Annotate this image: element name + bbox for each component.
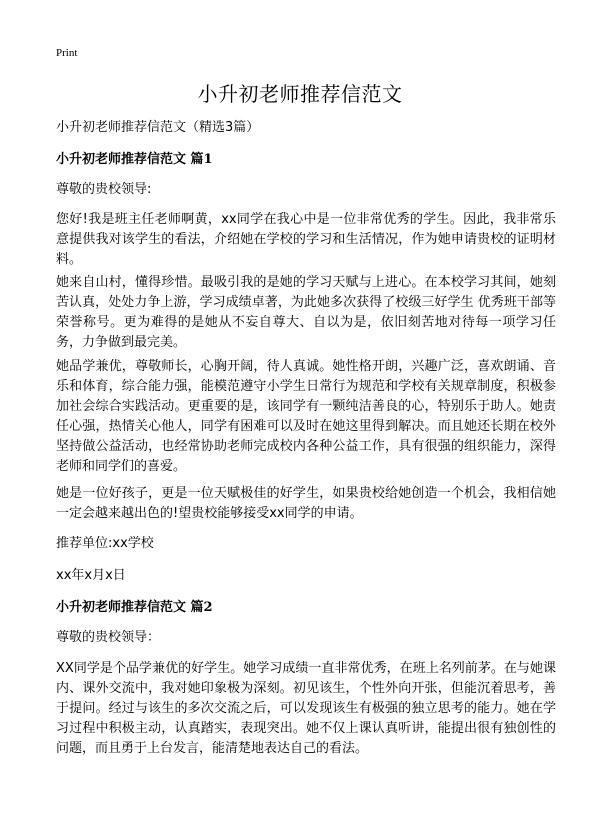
- print-link[interactable]: Print: [56, 47, 78, 59]
- article-2-greeting: 尊敬的贵校领导：: [56, 630, 161, 645]
- article-1-date: xx年x月x日: [56, 568, 126, 583]
- article-2-heading: 小升初老师推荐信范文 篇2: [56, 600, 213, 615]
- subtitle: 小升初老师推荐信范文（精选3篇）: [56, 120, 260, 135]
- article-1-paragraph-3: 她品学兼优，尊敬师长，心胸开阔，待人真诚。她性格开朗，兴趣广泛，喜欢朗诵、音乐和体育，综合能力强，能模范遵守小学生日常行为规范和学校有关规章制度，积极参加社会综合实践活动。更重要的是，该同学有一颗纯洁善良的心，特别乐于助人。她责任心强，热情关心他人，同学有困难可以及时在她这里得到解决。而且她还长期在校外坚持做公益活动，也经常协助老师完成校内各种公益工作，具有很强的组织能力，深得老师和同学们的喜爱。: [56, 359, 556, 474]
- article-1-greeting: 尊敬的贵校领导:: [56, 182, 152, 197]
- article-1-signature: 推荐单位:xx学校: [56, 536, 154, 551]
- article-1-paragraph-1: 您好!我是班主任老师啊黄，xx同学在我心中是一位非常优秀的学生。因此，我非常乐意提供我对该学生的看法，介绍她在学校的学习和生活情况，作为她申请贵校的证明材料。: [56, 212, 556, 267]
- article-2-paragraph-1: XX同学是个品学兼优的好学生。她学习成绩一直非常优秀，在班上名列前茅。在与她课内、课外交流中，我对她印象极为深刻。初见该生，个性外向开张，但能沉着思考，善于提问。经过与该生的多次交流之后，可以发现该生有极强的独立思考的能力。她在学习过程中积极主动，认真踏实，表现突出。她不仅上课认真听讲，能提出很有独创性的问题，而且勇于上台发言，能清楚地表达自己的看法。: [56, 661, 556, 756]
- article-1-paragraph-4: 她是一位好孩子，更是一位天赋极佳的好学生，如果贵校给她创造一个机会，我相信她一定会越来越出色的!望贵校能够接受xx同学的申请。: [56, 486, 556, 521]
- page-title: 小升初老师推荐信范文: [197, 82, 403, 106]
- article-1-heading: 小升初老师推荐信范文 篇1: [56, 152, 213, 167]
- article-1-paragraph-2: 她来自山村，懂得珍惜。最吸引我的是她的学习天赋与上进心。在本校学习其间，她刻苦认真，处处力争上游，学习成绩卓著，为此她多次获得了校级三好学生 优秀班干部等荣誉称号。更为难得的是她从不妄自尊大、自以为是，依旧刻苦地对待每一项学习任务，力争做到最完美。: [56, 275, 556, 350]
